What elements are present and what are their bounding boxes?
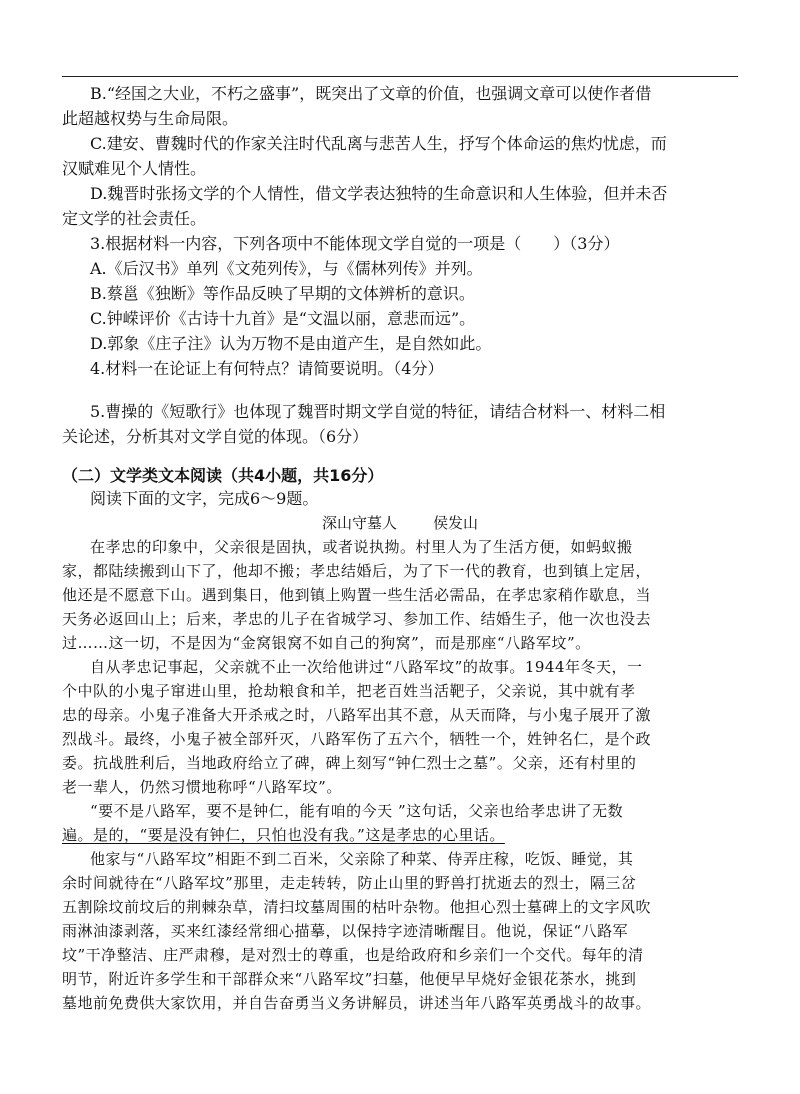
- story-p2-line5: 委。抗战胜利后，当地政府给立了碑，碑上刻写“钟仁烈士之墓”。父亲，还有村里的: [62, 754, 637, 772]
- story-p2-line2: 个中队的小鬼子窜进山里，抢劫粮食和羊，把老百姓当活靶子，父亲说，其中就有孝: [62, 682, 636, 700]
- story-p1-line4: 天务必返回山上；后来，孝忠的儿子在省城学习、参加工作、结婚生子，他一次也没去: [62, 610, 652, 628]
- story-title: 深山守墓人: [321, 514, 397, 532]
- question-3-option-d: D.郭象《庄子注》认为万物不是由道产生，是自然如此。: [90, 334, 492, 353]
- question-3-option-c: C.钟嵘评价《古诗十九首》是“文温以丽，意悲而远”。: [90, 309, 476, 328]
- story-p4-line4: 雨淋油漆剥落，买来红漆经常细心描摹，以保持字迹清晰醒目。他说，保证“八路军: [62, 922, 629, 940]
- option-c-line1: C.建安、曹魏时代的作家关注时代乱离与悲苦人生，抒写个体命运的焦灼忧虑，而: [90, 134, 667, 153]
- story-title-line: [0, 513, 800, 533]
- story-p2-line6: 老一辈人，仍然习惯地称呼“八路军坟”。: [62, 778, 342, 796]
- story-p2-line1: 自从孝忠记事起，父亲就不止一次给他讲过“八路军坟”的故事。1944年冬天，一: [90, 658, 643, 676]
- question-5-line2: 关论述，分析其对文学自觉的体现。（6分）: [62, 427, 369, 446]
- question-4: 4.材料一在论证上有何特点？请简要说明。（4分）: [90, 359, 444, 378]
- story-p4-line1: 他家与“八路军坟”相距不到二百米，父亲除了种菜、侍弄庄稼，吃饭、睡觉，其: [90, 850, 634, 868]
- story-p3-line2-underlined: 遍。是的，“要是没有钟仁，只怕也没有我。”这是孝忠的心里话。: [62, 826, 505, 844]
- option-d-line2: 定文学的社会责任。: [62, 209, 207, 228]
- story-p1-line5: 过……这一切，不是因为“金窝银窝不如自己的狗窝”，而是那座“八路军坟”。: [62, 634, 591, 652]
- section-2-instruction: 阅读下面的文字，完成6～9题。: [90, 489, 319, 508]
- story-p3-line1: “要不是八路军，要不是钟仁，能有咱的今天 ”这句话，父亲也给孝忠讲了无数: [90, 802, 624, 820]
- option-c-line2: 汉赋难见个人情性。: [62, 159, 207, 178]
- story-p4-line3: 五割除坟前坟后的荆棘杂草，清扫坟墓周围的枯叶杂物。他担心烈士墓碑上的文字风吹: [62, 898, 652, 916]
- question-5-line1: 5.曹操的《短歌行》也体现了魏晋时期文学自觉的特征，请结合材料一、材料二相: [90, 402, 666, 421]
- story-p4-line2: 余时间就待在“八路军坟”那里，走走转转，防止山里的野兽打扰逝去的烈士，隔三岔: [62, 874, 637, 892]
- header-rule: [62, 76, 738, 77]
- story-p2-line4: 烈战斗。最终，小鬼子被全部歼灭，八路军伤了五六个，牺牲一个，姓钟名仁，是个政: [62, 730, 652, 748]
- story-p1-line3: 他还是不愿意下山。遇到集日，他到镇上购置一些生活必需品，在孝忠家稍作歇息，当: [62, 586, 652, 604]
- question-3-stem: 3.根据材料一内容，下列各项中不能体现文学自觉的一项是（ ）（3分）: [90, 234, 620, 253]
- story-author: 侯发山: [433, 514, 479, 532]
- question-3-option-a: A.《后汉书》单列《文苑列传》，与《儒林列传》并列。: [90, 259, 483, 278]
- story-p1-line2: 家，都陆续搬到山下了，他却不搬；孝忠结婚后，为了下一代的教育，也到镇上定居，: [62, 562, 652, 580]
- option-b-line1: B.“经国之大业，不朽之盛事”，既突出了文章的价值，也强调文章可以使作者借: [90, 84, 652, 103]
- question-3-option-b: B.蔡邕《独断》等作品反映了早期的文体辨析的意识。: [90, 284, 475, 303]
- story-p4-line7: 墓地前免费供大家饮用，并自告奋勇当义务讲解员，讲述当年八路军英勇战斗的故事。: [62, 994, 652, 1012]
- option-b-line2: 此超越权势与生命局限。: [62, 109, 239, 128]
- section-2-heading: （二）文学类文本阅读（共4小题，共16分）: [62, 466, 384, 485]
- story-p2-line3: 忠的母亲。小鬼子准备大开杀戒之时，八路军出其不意，从天而降，与小鬼子展开了激: [62, 706, 652, 724]
- story-p4-line5: 坟”干净整洁、庄严肃穆，是对烈士的尊重，也是给政府和乡亲们一个交代。每年的清: [62, 946, 644, 964]
- option-d-line1: D.魏晋时张扬文学的个人情性，借文学表达独特的生命意识和人生体验，但并未否: [90, 184, 668, 203]
- story-p1-line1: 在孝忠的印象中，父亲很是固执，或者说执拗。村里人为了生活方便，如蚂蚁搬: [90, 538, 633, 556]
- story-p4-line6: 明节，附近许多学生和干部群众来“八路军坟”扫墓，他便早早烧好金银花茶水，挑到: [62, 970, 637, 988]
